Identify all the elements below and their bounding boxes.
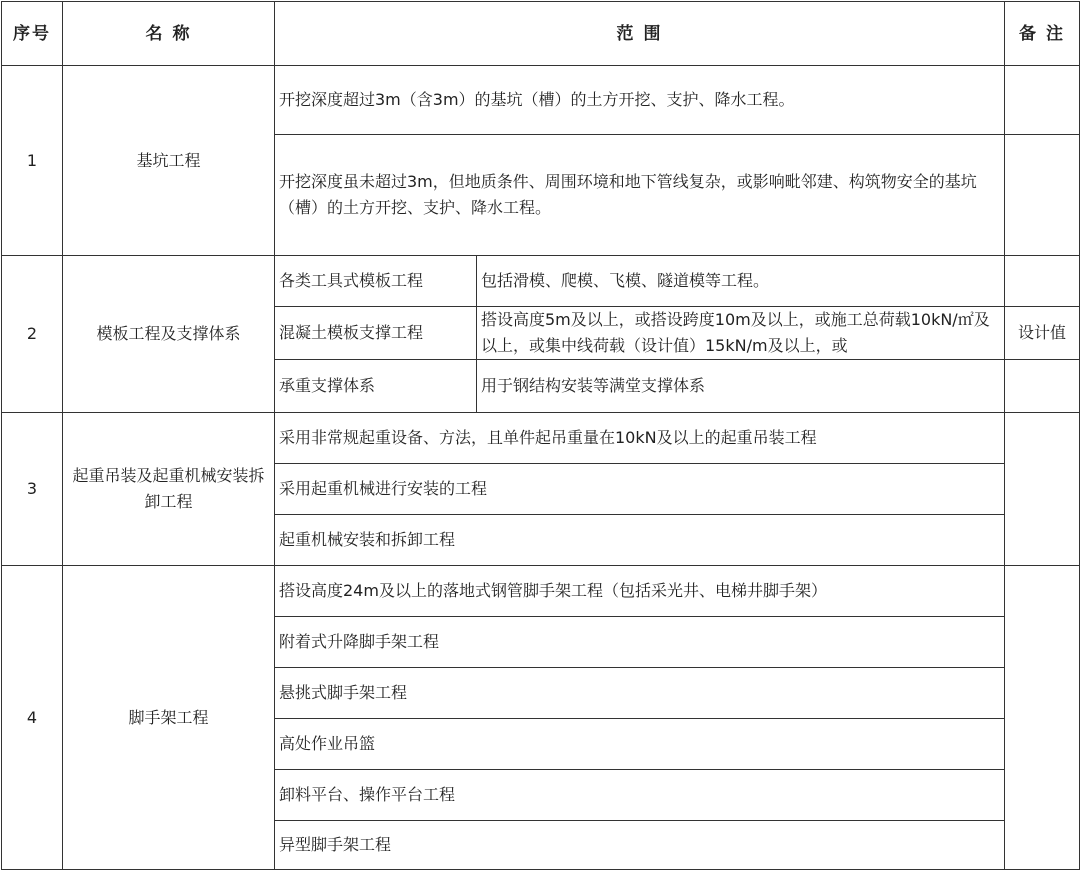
- table-row: [2, 413, 1080, 464]
- remark-cell: [1005, 135, 1080, 256]
- remark-cell: [1005, 360, 1080, 413]
- row-name: 起重吊装及起重机械安装拆卸工程: [63, 413, 275, 566]
- row-seq: 1: [2, 66, 63, 256]
- scope-cell: 高处作业吊篮: [275, 719, 1005, 770]
- remark-cell: [1005, 66, 1080, 135]
- table-row: [2, 566, 1080, 617]
- hazard-scope-table: [1, 1, 1080, 870]
- sub-desc-cell: 包括滑模、爬模、飞模、隧道模等工程。: [477, 256, 1005, 307]
- sub-label-cell: 混凝土模板支撑工程: [275, 307, 477, 360]
- header-remark: 备 注: [1005, 2, 1080, 66]
- scope-cell: 开挖深度超过3m（含3m）的基坑（槽）的土方开挖、支护、降水工程。: [275, 66, 1005, 135]
- remark-cell: [1005, 256, 1080, 307]
- sub-label-cell: 各类工具式模板工程: [275, 256, 477, 307]
- sub-desc-text: 搭设高度5m及以上，或搭设跨度10m及以上，或施工总荷载10kN/㎡及以上，或集中线荷载（设计值）15kN/m及以上，或: [481, 310, 990, 355]
- scope-cell: 悬挑式脚手架工程: [275, 668, 1005, 719]
- remark-cell: [1005, 566, 1080, 870]
- scope-cell: 采用起重机械进行安装的工程: [275, 464, 1005, 515]
- row-seq: 2: [2, 256, 63, 413]
- sub-desc-cell: [477, 307, 1005, 360]
- header-name: 名 称: [63, 2, 275, 66]
- scope-cell: 搭设高度24m及以上的落地式钢管脚手架工程（包括采光井、电梯井脚手架）: [275, 566, 1005, 617]
- scope-cell: 采用非常规起重设备、方法，且单件起吊重量在10kN及以上的起重吊装工程: [275, 413, 1005, 464]
- row-name: 基坑工程: [63, 66, 275, 256]
- row-name: 脚手架工程: [63, 566, 275, 870]
- sub-desc-cell: 用于钢结构安装等满堂支撑体系: [477, 360, 1005, 413]
- header-seq: 序号: [2, 2, 63, 66]
- scope-cell: 附着式升降脚手架工程: [275, 617, 1005, 668]
- scope-cell: 卸料平台、操作平台工程: [275, 770, 1005, 821]
- table-row: [2, 256, 1080, 307]
- remark-cell: 设计值: [1005, 307, 1080, 360]
- row-name: 模板工程及支撑体系: [63, 256, 275, 413]
- row-seq: 3: [2, 413, 63, 566]
- sub-label-cell: 承重支撑体系: [275, 360, 477, 413]
- scope-cell: 开挖深度虽未超过3m，但地质条件、周围环境和地下管线复杂，或影响毗邻建、构筑物安全的基坑（槽）的土方开挖、支护、降水工程。: [275, 135, 1005, 256]
- table-row: [2, 66, 1080, 135]
- header-row: [2, 2, 1080, 66]
- header-scope: 范 围: [275, 2, 1005, 66]
- remark-cell: [1005, 413, 1080, 566]
- scope-cell: 起重机械安装和拆卸工程: [275, 515, 1005, 566]
- row-seq: 4: [2, 566, 63, 870]
- scope-cell: 异型脚手架工程: [275, 821, 1005, 870]
